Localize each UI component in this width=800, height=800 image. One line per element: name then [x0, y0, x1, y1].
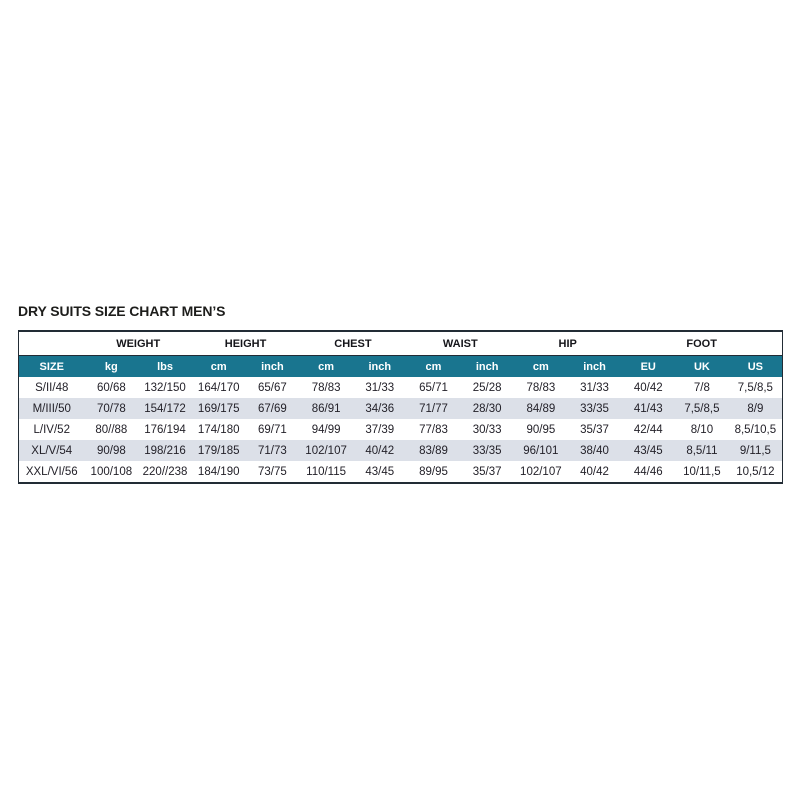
- column-header-row: [19, 356, 783, 378]
- table-cell: 67/69: [246, 398, 300, 419]
- table-cell: 65/67: [246, 377, 300, 398]
- table-cell: 7,5/8,5: [729, 377, 783, 398]
- table-row: [19, 398, 783, 419]
- table-cell: 31/33: [568, 377, 622, 398]
- table-cell: 132/150: [138, 377, 192, 398]
- group-header-cell: HIP: [514, 331, 621, 356]
- table-cell: 102/107: [299, 440, 353, 461]
- table-cell: 90/98: [85, 440, 139, 461]
- column-header-cell: SIZE: [19, 356, 85, 378]
- group-header-cell: WAIST: [407, 331, 514, 356]
- table-cell: 164/170: [192, 377, 246, 398]
- table-cell: 43/45: [621, 440, 675, 461]
- table-head: [19, 331, 783, 377]
- table-cell: 40/42: [568, 461, 622, 483]
- table-cell: 71/77: [407, 398, 461, 419]
- table-cell: 9/11,5: [729, 440, 783, 461]
- table-row: [19, 419, 783, 440]
- table-cell: 89/95: [407, 461, 461, 483]
- group-header-row: [19, 331, 783, 356]
- table-cell: 35/37: [568, 419, 622, 440]
- table-cell: 35/37: [460, 461, 514, 483]
- table-cell: 154/172: [138, 398, 192, 419]
- column-header-cell: inch: [353, 356, 407, 378]
- table-cell: 31/33: [353, 377, 407, 398]
- table-cell: 78/83: [514, 377, 568, 398]
- table-cell: 174/180: [192, 419, 246, 440]
- table-cell: 25/28: [460, 377, 514, 398]
- table-cell: 220//238: [138, 461, 192, 483]
- table-cell: 10,5/12: [729, 461, 783, 483]
- table-cell: 33/35: [460, 440, 514, 461]
- table-cell: 78/83: [299, 377, 353, 398]
- table-cell: 8,5/10,5: [729, 419, 783, 440]
- group-header-cell: HEIGHT: [192, 331, 299, 356]
- group-header-cell: [19, 331, 85, 356]
- size-chart-table: [18, 330, 783, 484]
- table-cell: 60/68: [85, 377, 139, 398]
- column-header-cell: inch: [246, 356, 300, 378]
- table-cell: 96/101: [514, 440, 568, 461]
- table-cell: 69/71: [246, 419, 300, 440]
- table-cell: 77/83: [407, 419, 461, 440]
- table-cell: XL/V/54: [19, 440, 85, 461]
- table-row: [19, 377, 783, 398]
- table-cell: 83/89: [407, 440, 461, 461]
- table-cell: M/III/50: [19, 398, 85, 419]
- table-cell: 169/175: [192, 398, 246, 419]
- table-cell: 100/108: [85, 461, 139, 483]
- column-header-cell: cm: [407, 356, 461, 378]
- table-cell: 7/8: [675, 377, 729, 398]
- table-cell: 8/10: [675, 419, 729, 440]
- table-cell: 40/42: [621, 377, 675, 398]
- table-row: [19, 461, 783, 483]
- table-cell: 10/11,5: [675, 461, 729, 483]
- table-cell: 37/39: [353, 419, 407, 440]
- column-header-cell: inch: [460, 356, 514, 378]
- table-cell: 65/71: [407, 377, 461, 398]
- table-cell: 28/30: [460, 398, 514, 419]
- table-cell: 33/35: [568, 398, 622, 419]
- table-cell: 40/42: [353, 440, 407, 461]
- table-cell: 71/73: [246, 440, 300, 461]
- table-cell: 102/107: [514, 461, 568, 483]
- table-cell: 41/43: [621, 398, 675, 419]
- column-header-cell: EU: [621, 356, 675, 378]
- column-header-cell: UK: [675, 356, 729, 378]
- table-cell: 73/75: [246, 461, 300, 483]
- table-row: [19, 440, 783, 461]
- table-cell: L/IV/52: [19, 419, 85, 440]
- table-cell: 30/33: [460, 419, 514, 440]
- table-cell: 80//88: [85, 419, 139, 440]
- table-cell: 8,5/11: [675, 440, 729, 461]
- table-cell: 184/190: [192, 461, 246, 483]
- table-cell: 34/36: [353, 398, 407, 419]
- table-cell: 176/194: [138, 419, 192, 440]
- group-header-cell: CHEST: [299, 331, 406, 356]
- column-header-cell: kg: [85, 356, 139, 378]
- table-cell: 110/115: [299, 461, 353, 483]
- table-cell: 84/89: [514, 398, 568, 419]
- page-title: DRY SUITS SIZE CHART MEN’S: [18, 303, 226, 319]
- table-cell: 70/78: [85, 398, 139, 419]
- column-header-cell: US: [729, 356, 783, 378]
- table-cell: 44/46: [621, 461, 675, 483]
- table-cell: 43/45: [353, 461, 407, 483]
- group-header-cell: FOOT: [621, 331, 782, 356]
- table-cell: XXL/VI/56: [19, 461, 85, 483]
- table-cell: 38/40: [568, 440, 622, 461]
- column-header-cell: inch: [568, 356, 622, 378]
- table-cell: 198/216: [138, 440, 192, 461]
- column-header-cell: lbs: [138, 356, 192, 378]
- column-header-cell: cm: [514, 356, 568, 378]
- group-header-cell: WEIGHT: [85, 331, 192, 356]
- table-cell: 94/99: [299, 419, 353, 440]
- table-cell: 90/95: [514, 419, 568, 440]
- table-cell: 86/91: [299, 398, 353, 419]
- table-body: [19, 377, 783, 483]
- table-cell: 7,5/8,5: [675, 398, 729, 419]
- table-cell: 179/185: [192, 440, 246, 461]
- column-header-cell: cm: [192, 356, 246, 378]
- table-cell: 8/9: [729, 398, 783, 419]
- table-cell: S/II/48: [19, 377, 85, 398]
- table-cell: 42/44: [621, 419, 675, 440]
- column-header-cell: cm: [299, 356, 353, 378]
